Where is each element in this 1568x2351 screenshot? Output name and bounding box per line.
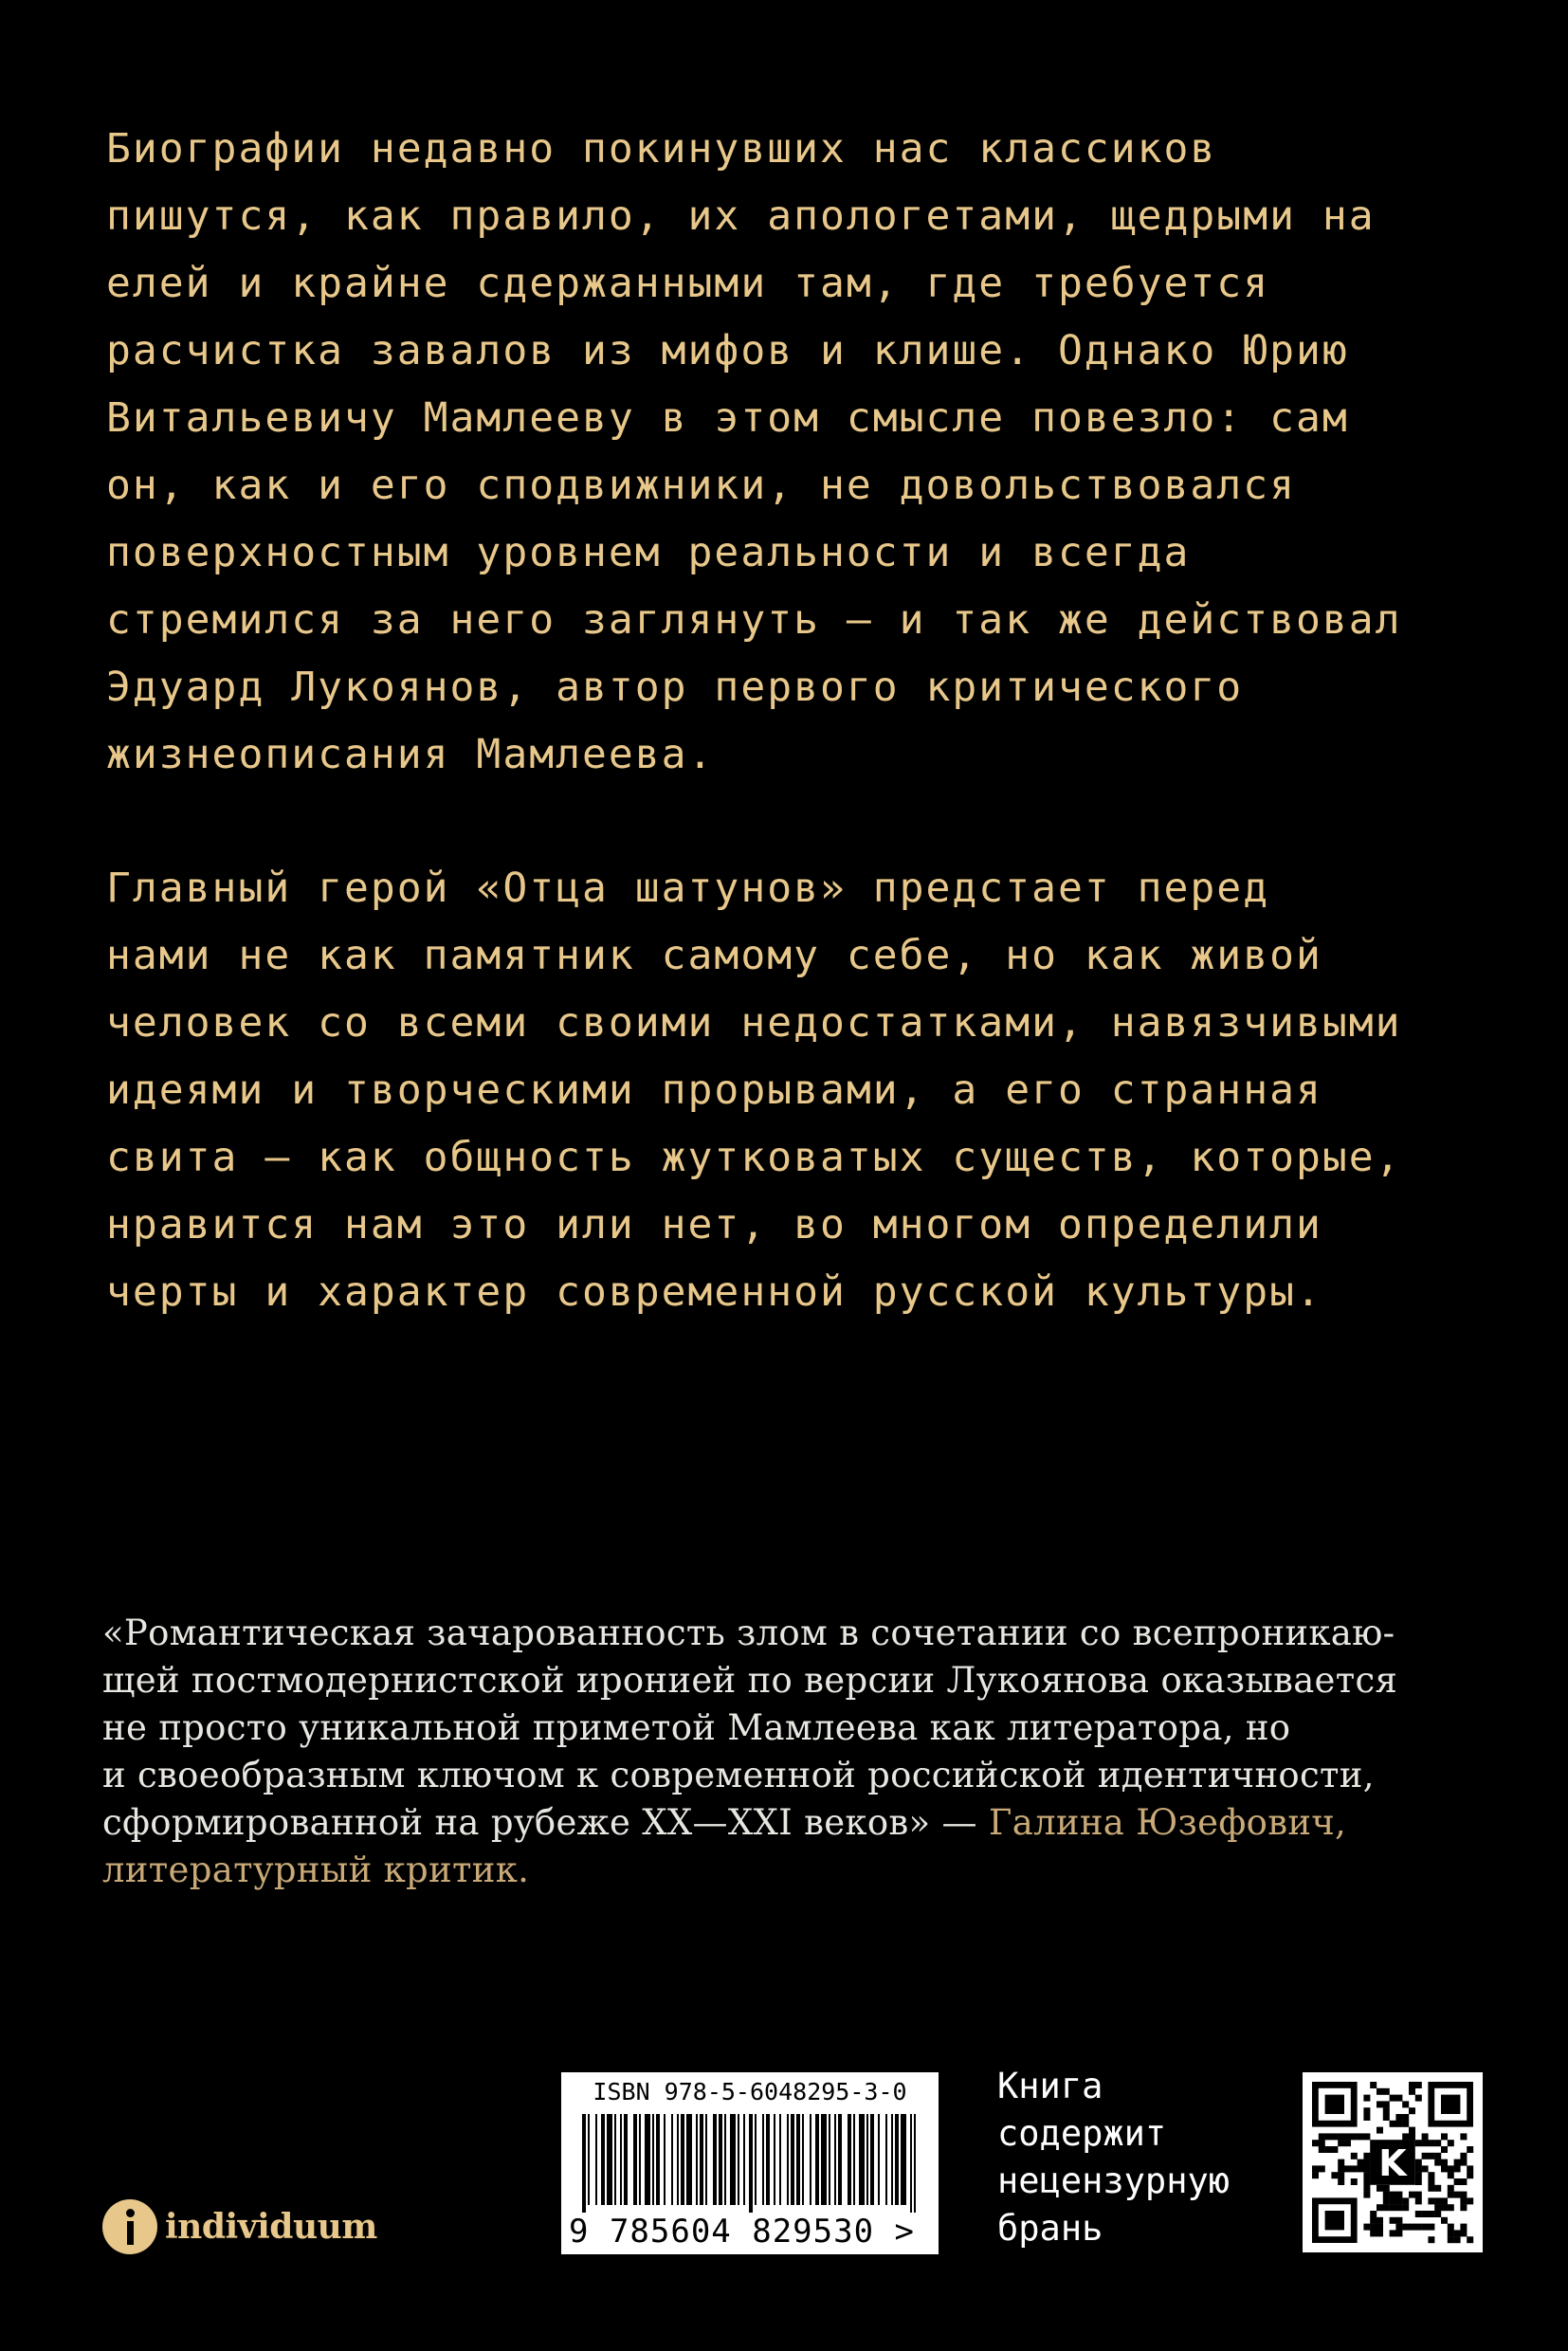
quote-line: и своеобразным ключом к современной российской идентичности, <box>102 1755 1375 1795</box>
qr-center-letter: K <box>1378 2142 1407 2184</box>
description-paragraph-1 <box>106 116 1528 789</box>
text-line: человек со всеми своими недостатками, навязчивыми <box>106 999 1402 1047</box>
quote-author-role: литературный критик. <box>102 1850 530 1890</box>
warning-line: брань <box>997 2208 1103 2249</box>
quote-line: «Романтическая зачарованность злом в сочетании со всепроникаю- <box>102 1613 1395 1653</box>
text-line: Эдуард Лукоянов, автор первого критического <box>106 664 1244 711</box>
description-paragraph-2 <box>106 855 1528 1326</box>
text-line: расчистка завалов из мифов и клише. Однако Юрию <box>106 327 1349 374</box>
qr-code-icon <box>1303 2072 1483 2252</box>
text-line: поверхностным уровнем реальности и всегда <box>106 529 1191 576</box>
publisher-name: individuum <box>165 2207 377 2247</box>
quote-line: не просто уникальной приметой Мамлеева как литератора, но <box>102 1707 1291 1748</box>
text-line: елей и крайне сдержанными там, где требуется <box>106 260 1270 307</box>
text-line: он, как и его сподвижники, не довольствовался <box>106 462 1296 509</box>
quote-line: щей постмодернистской иронией по версии Лукоянова оказывается <box>102 1660 1398 1701</box>
quote-line <box>102 1799 1543 1847</box>
warning-line: Книга <box>997 2066 1103 2106</box>
warning-line: нецензурную <box>997 2160 1231 2201</box>
warning-line: содержит <box>997 2113 1167 2154</box>
isbn-barcode <box>561 2072 939 2254</box>
publisher-logo <box>102 2199 377 2254</box>
critic-quote <box>102 1610 1543 1894</box>
text-line: свита — как общность жутковатых существ, которые, <box>106 1134 1402 1181</box>
text-line: пишутся, как правило, их апологетами, щедрыми на <box>106 192 1376 240</box>
text-line: жизнеописания Мамлеева. <box>106 731 715 778</box>
text-line: Витальевичу Мамлееву в этом смысле повезло: сам <box>106 394 1349 442</box>
isbn-label: ISBN 978-5-6048295-3-0 <box>593 2078 907 2105</box>
quote-last-line: сформированной на рубеже XX—XXI веков» — <box>102 1802 989 1843</box>
ean-digits: 9 785604 829530 > <box>569 2213 915 2251</box>
content-warning <box>997 2063 1230 2252</box>
text-line: стремился за него заглянуть — и так же действовал <box>106 596 1402 644</box>
barcode-bars <box>582 2114 918 2213</box>
quote-author: Галина Юзефович, <box>988 1802 1347 1843</box>
text-line: нравится нам это или нет, во многом определили <box>106 1201 1322 1248</box>
text-line: идеями и творческими прорывами, а его странная <box>106 1066 1322 1114</box>
text-line: черты и характер современной русской культуры. <box>106 1268 1322 1316</box>
text-line: Главный герой «Отца шатунов» предстает перед <box>106 865 1270 912</box>
text-line: Биографии недавно покинувших нас классиков <box>106 125 1217 173</box>
text-line: нами не как памятник самому себе, но как живой <box>106 932 1322 979</box>
info-i-circle-icon <box>102 2199 157 2254</box>
